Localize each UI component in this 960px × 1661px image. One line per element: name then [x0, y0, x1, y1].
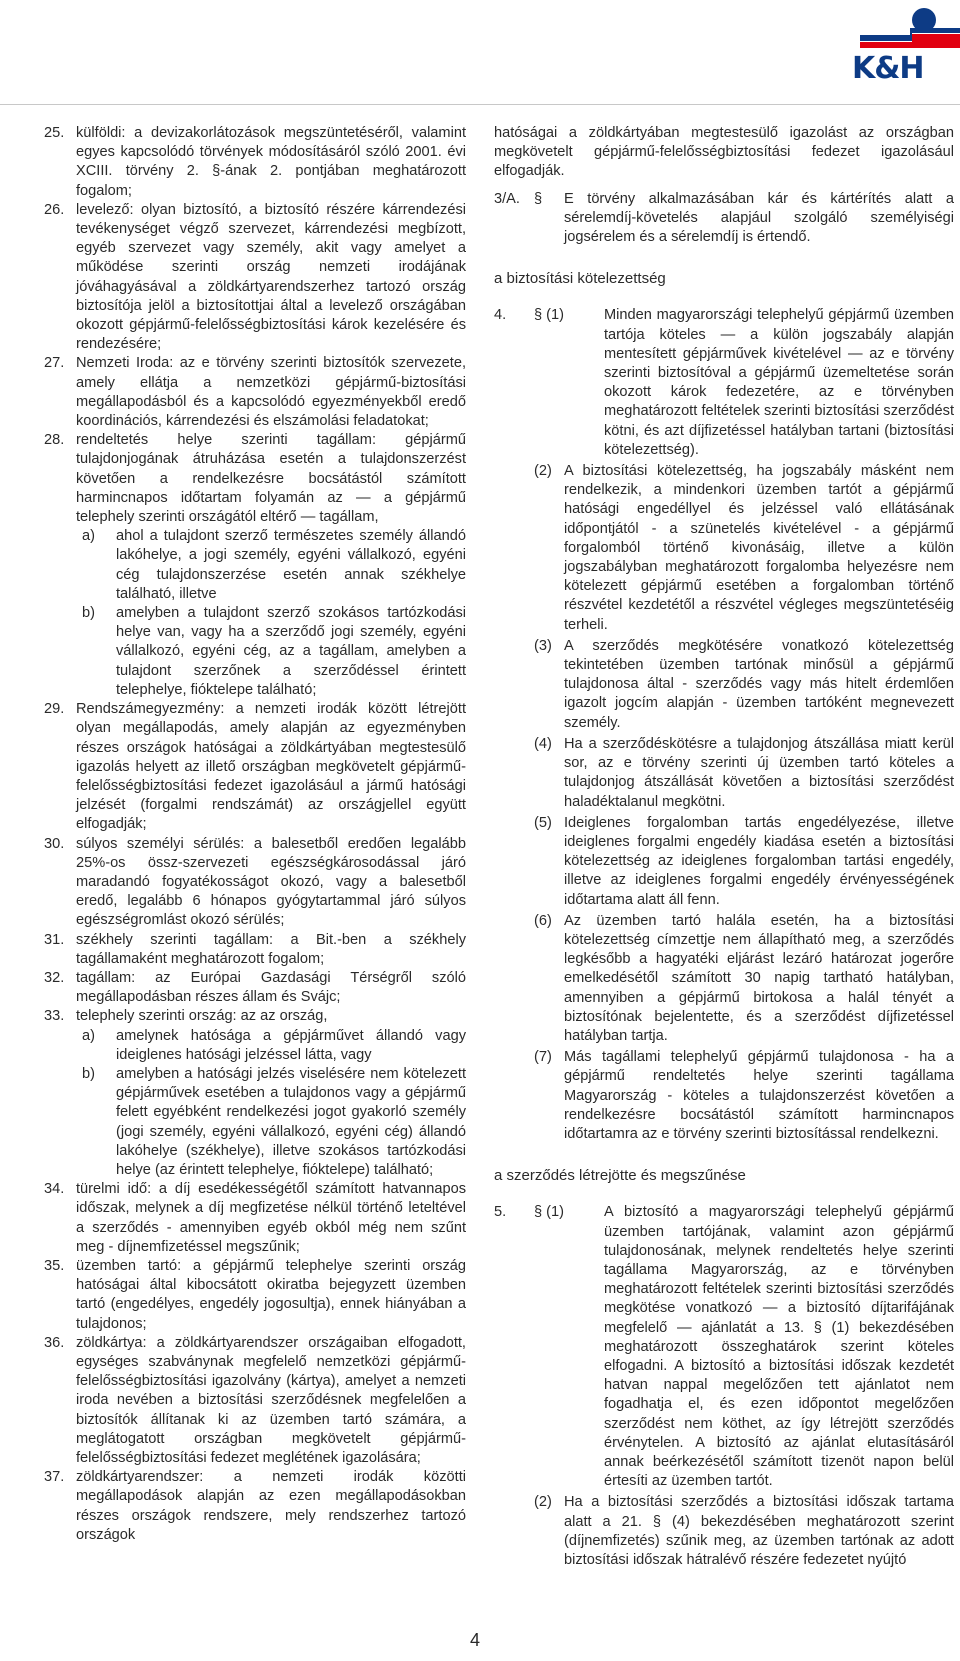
paragraph-text: Ideiglenes forgalomban tartás engedélyezése, illetve ideiglenes forgalmi engedély kiadása esetén a biztosítási kötelezettség az ideiglenes forgalomban tartási engedély, illetve az ideiglenes forgalmi engedély érvényességének időtartama alatt áll fenn.	[564, 814, 954, 908]
definition-number: 25.	[44, 125, 65, 141]
header-divider	[0, 104, 960, 105]
definition-item	[44, 835, 466, 931]
definition-item	[44, 1334, 466, 1468]
paragraph-number: (2)	[534, 463, 552, 480]
subitem-letter: b)	[82, 605, 95, 622]
definition-text: rendeltetés helye szerinti tagállam: gépjármű tulajdonjogának átruházása esetén a tulajdonszerzést követően a rendelkezésre bocsátástól számított harmincnapos időtartam folyamán az — a gépjármű telephely szerinti országától eltérő — tagállam,	[76, 432, 466, 526]
definition-body	[76, 1180, 466, 1257]
paragraph	[494, 912, 954, 1046]
section-symbol: §	[534, 190, 543, 207]
section-5-paragraphs	[494, 1493, 954, 1570]
definition-text: tagállam: az Európai Gazdasági Térségről szóló megállapodásban részes állam és Svájc;	[76, 969, 466, 1006]
definition-body	[76, 354, 466, 431]
right-column	[494, 124, 954, 1570]
subitem-text: amelyben a hatósági jelzés viselésére nem kötelezett gépjárművek esetében a tulajdonos vagy a gépjármű felett egyébként rendelkezési jogot gyakorló személy (jogi személy, egyéni vállalkozó, egyéni cég) állandó lakóhelye (székhelye), illetve szokásos tartózkodási helye (az érintett telephelye, fióktelepe) található;	[116, 1065, 466, 1178]
definition-subitem	[76, 1065, 466, 1180]
definition-body	[76, 700, 466, 834]
definition-text: telephely szerinti ország: az az ország,	[76, 1008, 328, 1025]
definition-item	[44, 354, 466, 431]
definition-number: 30.	[44, 835, 65, 852]
kh-logo-mark	[852, 4, 960, 56]
definition-item	[44, 969, 466, 1007]
definition-text: külföldi: a devizakorlátozások megszüntetéséről, valamint egyes kapcsolódó törvények módosításáról szóló 2001. évi XCIII. törvény 2. §-ának 2. pontjában meghatározott fogalom;	[76, 125, 466, 199]
definition-number: 28.	[44, 432, 65, 449]
definition-number: 29.	[44, 701, 65, 718]
subitem-text: amelynek hatósága a gépjárművet állandó vagy ideiglenes hatósági jelzéssel látta, vagy	[116, 1027, 466, 1063]
definition-text: türelmi idő: a díj esedékességétől számított hatvannapos időszak, melynek a díj megfizetése nélkül történő leteltével a szerződés - amennyiben egyéb okból még nem szűnt meg - díjnemfizetéssel megszűnik;	[76, 1181, 466, 1255]
definition-item	[44, 931, 466, 969]
definition-text: zöldkártyarendszer: a nemzeti irodák közötti megállapodások alapján az ezen megállapodásokban részes országok rendszere, mely rendszerhez tartozó országok	[76, 1469, 466, 1543]
definition-text: zöldkártya: a zöldkártyarendszer országaiban elfogadott, egységes szabványnak megfelelő nemzetközi gépjármű-felelősségbiztosítási igazolvány (kártya), amelyet a nemzeti iroda nevében a biztosítási szerződésnek megfelelően a biztosítók állítanak ki az üzemben tartó számára, a meglátogatott országban megkövetelt gépjármű-felelősségbiztosítási fedezet meglétének igazolására;	[76, 1334, 466, 1467]
paragraph	[494, 1493, 954, 1570]
section-5	[494, 1203, 954, 1491]
definition-subitem	[76, 527, 466, 604]
definition-number: 33.	[44, 1008, 65, 1025]
paragraph-text: Ha a szerződéskötésre a tulajdonjog átszállása miatt kerül sor, az e törvény szerinti új üzemben tartó köteles a tulajdonjog átszállását követően a biztosítási szerződést haladéktalanul megkötni.	[564, 735, 954, 810]
subitem-text: ahol a tulajdont szerző természetes személy állandó lakóhelye, a jogi személy, egyéni vállalkozó, egyéni cég tulajdonszerzése esetén annak székhelye található, illetve	[116, 528, 466, 602]
section-heading: a szerződés létrejötte és megszűnése	[494, 1167, 746, 1185]
definition-text: levelező: olyan biztosító, a biztosító részére kárrendezési tevékenységet végző szervezet, kárrendezési megbízott, egyéb szervezet vagy személy, akit vagy amelyet a működése szerinti ország nemzeti irodájának jóváhagyásával a zöldkártyarendszerhez tartozó ország biztosítója jelöl a biztosítottjai által a levelező országában okozott gépjármű-felelősségbiztosítási károk kezelésére és rendezésére;	[76, 201, 466, 353]
paragraph	[494, 1048, 954, 1144]
paragraph-number: (3)	[534, 637, 552, 654]
section-3a	[494, 190, 954, 248]
paragraph-text: Ha a biztosítási szerződés a biztosítási időszak tartama alatt a 21. § (4) bekezdésében meghatározott szerint (díjnemfizetés) szűnik meg, az üzemben tartónak az adott biztosítási időszak hátralévő részére fedezetet nyújtó	[564, 1494, 954, 1569]
subitem-letter: a)	[82, 528, 95, 545]
section-heading: a biztosítási kötelezettség	[494, 270, 666, 288]
definition-subitem	[76, 1027, 466, 1065]
definition-number: 35.	[44, 1257, 65, 1274]
page-number: 4	[470, 1630, 481, 1650]
definition-body	[76, 931, 466, 969]
definition-number: 27.	[44, 355, 65, 372]
definition-body	[76, 431, 466, 700]
definition-item	[44, 431, 466, 700]
definition-item	[44, 1468, 466, 1545]
paragraph	[494, 637, 954, 733]
definition-number: 34.	[44, 1181, 65, 1198]
paragraph	[494, 735, 954, 812]
subitem-letter: a)	[82, 1027, 95, 1044]
section-text: E törvény alkalmazásában kár és kártérítés alatt a sérelemdíj-követelés alapjául szolgáló személyiségi jogsérelem és a sérelemdíj is értendő.	[564, 190, 954, 246]
definition-number: 36.	[44, 1334, 65, 1351]
paragraph-text: A szerződés megkötésére vonatkozó kötelezettség tekintetében üzemben tartónak minősül a gépjármű tulajdonosa által - szerződés vagy más hitelt érdemlően igazolt jogcím alapján - üzemben tartóként megnevezett személy.	[564, 637, 954, 731]
definition-text: Rendszámegyezmény: a nemzeti irodák között létrejött olyan megállapodás, amely alapján az egyezményben részes országok hatóságai a zöldkártyában megtestesülő igazolás helyett az illető országban megkövetelt gépjármű-felelősségbiztosítási fedezet igazolásául a jármű hatósági jelzését (forgalmi rendszámát) az országjellel együtt elfogadják;	[76, 701, 466, 833]
definition-text: súlyos személyi sérülés: a balesetből eredően legalább 25%-os össz-szervezeti egészségkárosodással járó maradandó fogyatékosságot okozó, vagy a balesetből eredő, legalább 6 hónapos gyógytartammal járó súlyos egészségromlást okozó sérülés;	[76, 835, 466, 929]
subitem-text: amelyben a tulajdont szerző szokásos tartózkodási helye van, vagy ha a szerződő jogi személy, egyéni vállalkozó, egyéni cég, az a tagállam, amelyben a tulajdont szerzőnek a szerződéssel érintett telephelye, fióktelepe található;	[116, 605, 466, 698]
section-4-paragraphs	[494, 462, 954, 1144]
paragraph-number: (2)	[534, 1494, 552, 1511]
logo-text: K&H	[852, 51, 924, 86]
section-number: 3/A.	[494, 190, 520, 207]
definition-body	[76, 1334, 466, 1468]
paragraph	[494, 462, 954, 635]
paragraph-number: (7)	[534, 1049, 552, 1066]
definition-text: Nemzeti Iroda: az e törvény szerinti biztosítók szervezete, amely ellátja a nemzetközi gépjármű-biztosítási megállapodásból és a kapcsolódó egyezményekből eredő koordinációs, kárrendezési és elszámolási feladatokat;	[76, 355, 466, 430]
definition-body	[76, 201, 466, 355]
section-text: Minden magyarországi telephelyű gépjármű üzemben tartója köteles — a külön jogszabály alapján mentesített gépjárművek kivételével — az e törvény szerinti biztosítóval a gépjármű üzemeltetése során okozott károk fedezetére, az e törvényben meghatározott feltételek szerinti biztosítási szerződést kötni, és azt díjfizetéssel hatályban tartani (biztosítási kötelezettség).	[604, 307, 954, 458]
left-column	[44, 124, 466, 1545]
section-4	[494, 306, 954, 460]
kh-logo	[852, 4, 960, 86]
section-text: A biztosító a magyarországi telephelyű gépjármű üzemben tartójának, valamint azon gépjármű tulajdonosának, melynek rendeltetés helye szerinti tagállama Magyarország, az e törvényben meghatározott feltételek szerinti biztosítási szerződés megkötése vonatkozó — a biztosító díjtarifájának megfelelő — ajánlatát a 13. § (1) bekezdésében meghatározott összeghatárok szerint köteles elfogadni. A biztosító a biztosítási időszak kezdetét hatvan nappal megelőzően tett ajánlatot nem fogadhatja el, és ezen időpontot megelőzően szerződést nem köthet, az így létrejött szerződés érvénytelen. A biztosító az ajánlat elutasításáról annak beérkezésétől számított tizenöt napon belül értesíti az üzemben tartót.	[604, 1204, 954, 1490]
continuation-text: hatóságai a zöldkártyában megtestesülő igazolást az országban megkövetelt gépjármű-felelősségbiztosítási fedezet igazolásául elfogadják.	[494, 125, 954, 180]
definition-item	[44, 201, 466, 355]
definition-item	[44, 700, 466, 834]
definition-body	[76, 1468, 466, 1545]
section-number: 4.	[494, 307, 507, 324]
paragraph-number: (6)	[534, 912, 552, 929]
definition-number: 31.	[44, 931, 65, 948]
paragraph	[494, 814, 954, 910]
subitem-letter: b)	[82, 1065, 95, 1082]
definition-item	[44, 1180, 466, 1257]
paragraph-text: A biztosítási kötelezettség, ha jogszabály másként nem rendelkezik, a mindenkori üzemben tartót a gépjármű hatósági engedéllyel és jelzéssel való ellátásának időpontjától - a szünetelés kivételével - a gépjármű forgalomból történő kivonásáig, illetve a külön jogszabályban meghatározott forgalomba helyezésre nem kötelezett gépjármű esetében a forgalomban történő részvétel kezdetétől a részvétel végleges megszüntetéséig terheli.	[564, 463, 954, 633]
definition-number: 26.	[44, 201, 65, 218]
paragraph-text: Más tagállami telephelyű gépjármű tulajdonosa - ha a gépjármű rendeltetés helye szerinti tagállama Magyarország - köteles a tulajdonszerzést követően a rendelkezésre bocsátástól számított harmincnapos időtartamra az e törvény szerinti biztosítással rendelkezni.	[564, 1049, 954, 1142]
definition-body	[76, 1257, 466, 1334]
definition-item	[44, 124, 466, 201]
paragraph-number: (5)	[534, 814, 552, 831]
definition-text: üzemben tartó: a gépjármű telephelye szerinti ország hatóságai által kibocsátott okiratba bejegyzett üzemben tartó (engedélyes, engedély jogosultja), ennek hiányában a tulajdonos;	[76, 1257, 466, 1332]
definition-number: 37.	[44, 1469, 65, 1486]
definition-item	[44, 1257, 466, 1334]
section-symbol: § (1)	[534, 1204, 565, 1221]
definition-text: székhely szerinti tagállam: a Bit.-ben a székhely tagállamaként meghatározott fogalom;	[76, 931, 466, 967]
definition-body	[76, 1007, 466, 1180]
definition-body	[76, 124, 466, 201]
definition-item	[44, 1007, 466, 1180]
section-number: 5.	[494, 1204, 507, 1221]
definition-number: 32.	[44, 969, 65, 986]
definition-subitem	[76, 604, 466, 700]
paragraph-number: (4)	[534, 735, 552, 752]
definition-body	[76, 835, 466, 931]
section-symbol: § (1)	[534, 307, 565, 324]
paragraph-text: Az üzemben tartó halála esetén, ha a biztosítási kötelezettség címzettje nem állapítható meg, a szerződés legkésőbb a hagyatéki eljárást lezáró határozat jogerőre emelkedésétől számított 30 napig tartható hatályban, amennyiben a gépjármű birtokosa a halál tényét a biztosítónak bejelentette, és a szerződést díjfizetéssel hatályban tartja.	[564, 912, 954, 1044]
definition-body	[76, 969, 466, 1007]
